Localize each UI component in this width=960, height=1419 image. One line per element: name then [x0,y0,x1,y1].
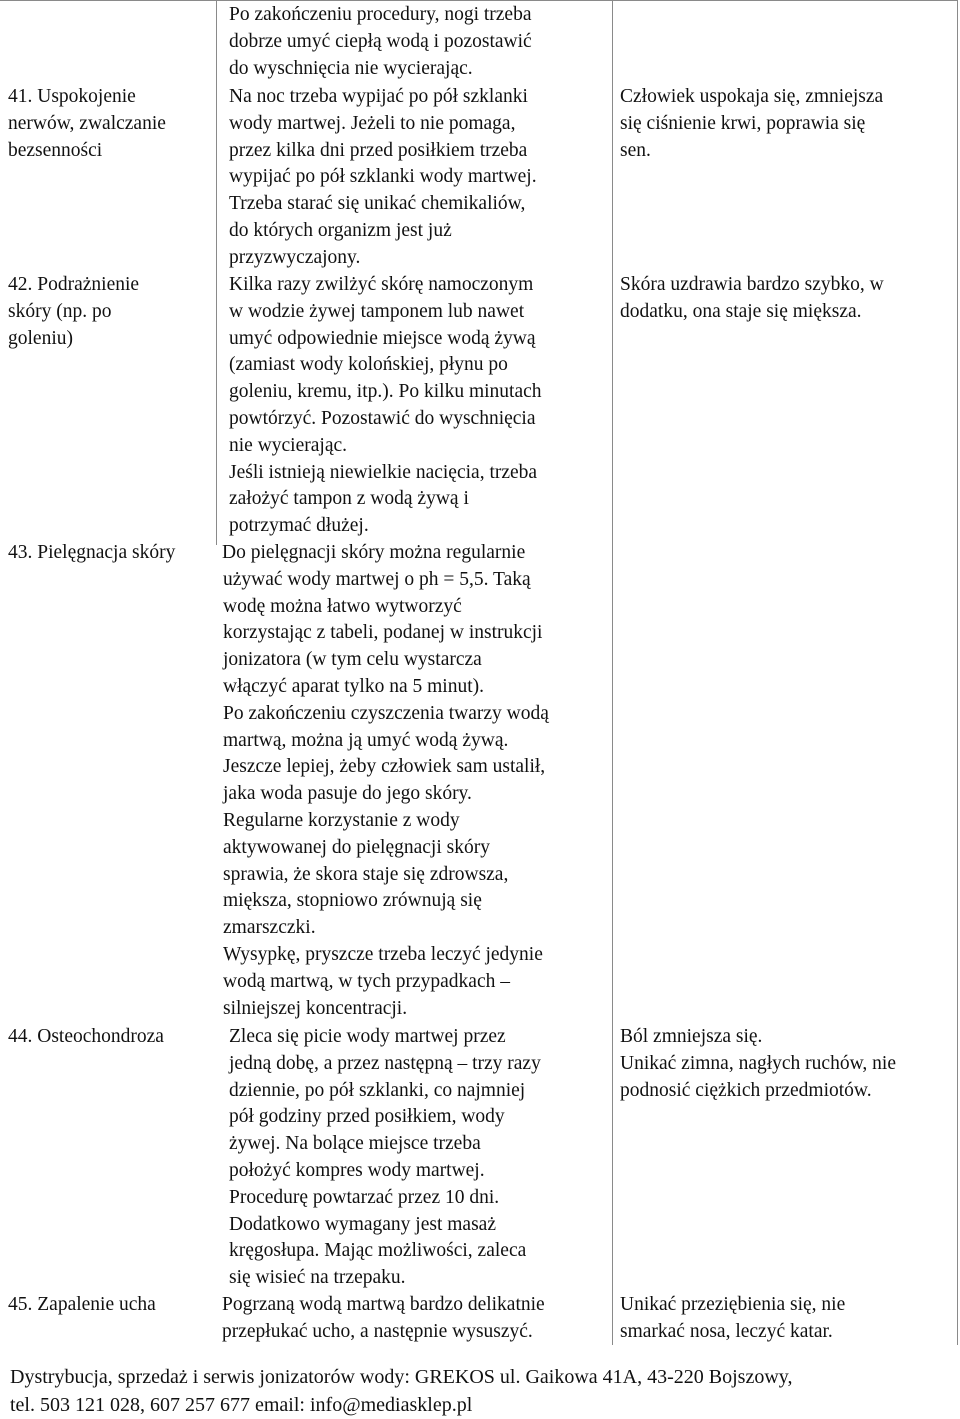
row-41-procedure: Na noc trzeba wypijać po pół szklanki wody martwej. Jeżeli to nie pomaga, przez kilka dni przed posiłkiem trzeba wypijać po pół szklanki wody martwej. Trzeba starać się unikać chemikaliów, do których organizm jest już przyzwyczajony. [229,86,537,268]
footer-contact: tel. 503 121 028, 607 257 677 email: info@mediasklep.pl [10,1393,473,1416]
row-44-label: 44. Osteochondroza [8,1026,164,1047]
row-45-effect: Unikać przeziębienia się, nie smarkać nosa, leczyć katar. [620,1294,846,1342]
row-44-procedure: Zleca się picie wody martwej przez jedną dobę, a przez następną – trzy razy dziennie, po pół szklanki, co najmniej pół godziny przed posiłkiem, wody żywej. Na bolące miejsce trzeba położyć kompres wody martwej. Procedurę powtarzać przez 10 dni. Dodatkowo wymagany jest masaż kręgosłupa. Mając możliwości, zaleca się wisieć na trzepaku. [229,1026,541,1289]
row-45-procedure: Pogrzaną wodą martwą bardzo delikatnie przepłukać ucho, a następnie wysuszyć. [222,1294,545,1342]
row-43-label: 43. Pielęgnacja skóry [8,542,176,563]
row-41-label: 41. Uspokojenie nerwów, zwalczanie bezsenności [8,86,166,161]
row-42-effect: Skóra uzdrawia bardzo szybko, w dodatku, ona staje się miększa. [620,274,884,322]
row-44-effect: Ból zmniejsza się. Unikać zimna, nagłych ruchów, nie podnosić ciężkich przedmiotów. [620,1026,896,1101]
row-45-label: 45. Zapalenie ucha [8,1294,156,1315]
row-41-intro: Po zakończeniu procedury, nogi trzeba dobrze umyć ciepłą wodą i pozostawić do wyschnięcia nie wycierając. [229,4,532,79]
row-42-label: 42. Podrażnienie skóry (np. po goleniu) [8,274,140,349]
column-divider-2 [612,0,613,1345]
column-divider-1 [216,0,217,545]
footer-address: Dystrybucja, sprzedaż i serwis jonizatorów wody: GREKOS ul. Gaikowa 41A, 43-220 Bojszowy, [10,1366,793,1388]
row-43-procedure: Do pielęgnacji skóry można regularnie używać wody martwej o ph = 5,5. Taką wodę można łatwo wytworzyć korzystając z tabeli, podanej w instrukcji jonizatora (w tym celu wystarcza włączyć aparat tylko na 5 minut). Po zakończeniu czyszczenia twarzy wodą martwą, można ją umyć wodą żywą. Jeszcze lepiej, żeby człowiek sam ustalił, jaka woda pasuje do jego skóry. Regularne korzystanie z wody aktywowanej do pielęgnacji skóry sprawia, że skora staje się zdrowsza, miększa, stopniowo zrównują się zmarszczki. Wysypkę, pryszcze trzeba leczyć jedynie wodą martwą, w tych przypadkach – silniejszej koncentracji. [222,542,549,1019]
row-41-effect: Człowiek uspokaja się, zmniejsza się ciśnienie krwi, poprawia się sen. [620,86,884,161]
row-42-procedure: Kilka razy zwilżyć skórę namoczonym w wodzie żywej tamponem lub nawet umyć odpowiednie miejsce wodą żywą (zamiast wody kolońskiej, płynu po goleniu, kremu, itp.). Po kilku minutach powtórzyć. Pozostawić do wyschnięcia nie wycierając. Jeśli istnieją niewielkie nacięcia, trzeba założyć tampon z wodą żywą i potrzymać dłużej. [229,274,542,537]
distributor-footer [10,1364,792,1419]
